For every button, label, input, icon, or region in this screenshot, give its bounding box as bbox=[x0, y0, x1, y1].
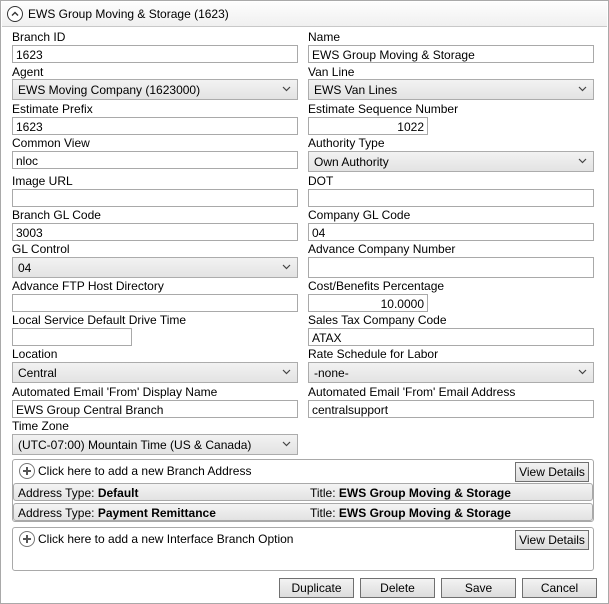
rate-schedule-for-labor-select[interactable] bbox=[308, 362, 594, 383]
address-row-default[interactable] bbox=[13, 483, 593, 501]
time-zone-select-value: (UTC-07:00) Mountain Time (US & Canada) bbox=[18, 438, 252, 452]
address-type-text bbox=[18, 506, 216, 520]
gl-control-label: GL Control bbox=[12, 242, 70, 256]
common-view-input[interactable]: nloc bbox=[12, 151, 298, 169]
email-from-address-input[interactable]: centralsupport bbox=[308, 400, 594, 418]
chevron-down-icon bbox=[578, 156, 587, 165]
estimate-sequence-number-input[interactable]: 1022 bbox=[308, 117, 428, 135]
cost-benefits-percentage-label: Cost/Benefits Percentage bbox=[308, 279, 445, 293]
rate-schedule-for-labor-label: Rate Schedule for Labor bbox=[308, 347, 439, 361]
chevron-down-icon bbox=[578, 84, 587, 93]
email-from-display-name-input[interactable]: EWS Group Central Branch bbox=[12, 400, 298, 418]
email-from-address-label: Automated Email 'From' Email Address bbox=[308, 385, 516, 399]
location-select[interactable] bbox=[12, 362, 298, 383]
address-type-label: Address Type: bbox=[18, 506, 95, 520]
dot-label: DOT bbox=[308, 174, 334, 188]
gl-control-select-value: 04 bbox=[18, 261, 32, 275]
address-title-value: EWS Group Moving & Storage bbox=[338, 486, 511, 500]
authority-type-select-value: Own Authority bbox=[314, 155, 389, 169]
add-interface-branch-option-label: Click here to add a new Interface Branch Option bbox=[38, 532, 294, 546]
address-type-label: Address Type: bbox=[18, 486, 95, 500]
chevron-down-icon bbox=[578, 367, 587, 376]
advance-ftp-host-directory-input[interactable] bbox=[12, 294, 298, 312]
estimate-sequence-number-label: Estimate Sequence Number bbox=[308, 102, 459, 116]
branch-id-label: Branch ID bbox=[12, 30, 66, 44]
local-service-default-drive-time-input[interactable] bbox=[12, 328, 132, 346]
agent-select[interactable] bbox=[12, 79, 298, 100]
email-from-display-name-label: Automated Email 'From' Display Name bbox=[12, 385, 218, 399]
section-title: EWS Group Moving & Storage (1623) bbox=[28, 7, 229, 21]
company-gl-code-input[interactable]: 04 bbox=[308, 223, 594, 241]
rate-schedule-for-labor-select-value: -none- bbox=[314, 366, 349, 380]
interface-branch-option-panel bbox=[12, 527, 594, 571]
authority-type-label: Authority Type bbox=[308, 136, 385, 150]
section-header bbox=[2, 2, 607, 27]
agent-label: Agent bbox=[12, 65, 44, 79]
location-label: Location bbox=[12, 347, 58, 361]
advance-ftp-host-directory-label: Advance FTP Host Directory bbox=[12, 279, 164, 293]
dot-input[interactable] bbox=[308, 189, 594, 207]
company-gl-code-label: Company GL Code bbox=[308, 208, 411, 222]
plus-icon bbox=[19, 531, 35, 547]
van-line-select[interactable] bbox=[308, 79, 594, 100]
interface-option-view-details-button[interactable]: View Details bbox=[515, 530, 589, 550]
address-title-text bbox=[310, 506, 511, 520]
advance-company-number-input[interactable] bbox=[308, 257, 594, 278]
local-service-default-drive-time-label: Local Service Default Drive Time bbox=[12, 313, 187, 327]
address-title-value: EWS Group Moving & Storage bbox=[338, 506, 511, 520]
agent-select-value: EWS Moving Company (1623000) bbox=[18, 83, 201, 97]
plus-icon bbox=[19, 463, 35, 479]
address-title-label: Title: bbox=[310, 506, 336, 520]
add-branch-address-row[interactable] bbox=[16, 462, 516, 480]
chevron-down-icon bbox=[282, 367, 291, 376]
name-input[interactable]: EWS Group Moving & Storage bbox=[308, 45, 594, 63]
estimate-prefix-input[interactable]: 1623 bbox=[12, 117, 298, 135]
name-label: Name bbox=[308, 30, 341, 44]
sales-tax-company-code-input[interactable]: ATAX bbox=[308, 328, 594, 346]
chevron-down-icon bbox=[282, 262, 291, 271]
address-title-label: Title: bbox=[310, 486, 336, 500]
gl-control-select[interactable] bbox=[12, 257, 298, 278]
advance-company-number-label: Advance Company Number bbox=[308, 242, 456, 256]
authority-type-select[interactable] bbox=[308, 151, 594, 172]
time-zone-label: Time Zone bbox=[12, 419, 69, 433]
branch-gl-code-label: Branch GL Code bbox=[12, 208, 101, 222]
chevron-up-icon bbox=[10, 9, 20, 19]
chevron-down-icon bbox=[282, 84, 291, 93]
time-zone-select[interactable] bbox=[12, 434, 298, 455]
van-line-select-value: EWS Van Lines bbox=[314, 83, 398, 97]
save-button[interactable]: Save bbox=[441, 578, 516, 598]
branch-id-input[interactable]: 1623 bbox=[12, 45, 298, 63]
van-line-label: Van Line bbox=[308, 65, 355, 79]
address-type-text bbox=[18, 486, 139, 500]
add-interface-branch-option-row[interactable] bbox=[16, 530, 516, 548]
chevron-down-icon bbox=[282, 439, 291, 448]
address-type-value: Default bbox=[97, 486, 139, 500]
add-branch-address-label: Click here to add a new Branch Address bbox=[38, 464, 252, 478]
common-view-label: Common View bbox=[12, 136, 90, 150]
collapse-button[interactable] bbox=[7, 6, 23, 22]
branch-gl-code-input[interactable]: 3003 bbox=[12, 223, 298, 241]
address-type-value: Payment Remittance bbox=[97, 506, 216, 520]
image-url-input[interactable] bbox=[12, 189, 298, 207]
delete-button[interactable]: Delete bbox=[360, 578, 435, 598]
image-url-label: Image URL bbox=[12, 174, 73, 188]
address-title-text bbox=[310, 486, 511, 500]
location-select-value: Central bbox=[18, 366, 57, 380]
duplicate-button[interactable]: Duplicate bbox=[279, 578, 354, 598]
branch-address-view-details-button[interactable]: View Details bbox=[515, 462, 589, 482]
estimate-prefix-label: Estimate Prefix bbox=[12, 102, 93, 116]
cost-benefits-percentage-input[interactable]: 10.0000 bbox=[308, 294, 428, 312]
sales-tax-company-code-label: Sales Tax Company Code bbox=[308, 313, 447, 327]
address-row-payment-remittance[interactable] bbox=[13, 503, 593, 521]
cancel-button[interactable]: Cancel bbox=[522, 578, 597, 598]
